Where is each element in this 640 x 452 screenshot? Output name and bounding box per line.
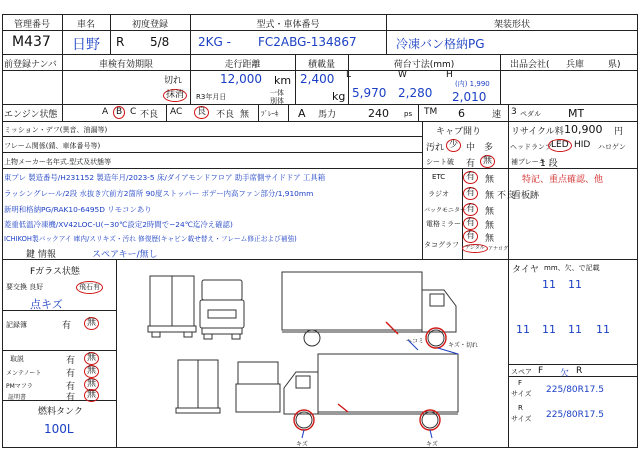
upper-body-label: 上物メーカー名年式.型式及状態等 (4, 158, 112, 166)
radio-no: 無 (485, 191, 495, 201)
glass-chip: 飛石有 (76, 281, 103, 294)
tire-rear: 11 (568, 323, 582, 336)
mirror-yes: 有 (463, 217, 478, 230)
capacity-label: 積載量 (307, 60, 335, 70)
headlamp-led: LED (548, 139, 572, 152)
mgmt-no-label: 管理番号 (13, 20, 50, 30)
dirt-many: 多 (484, 143, 494, 153)
mirror-no: 無 (485, 221, 495, 231)
back-monitor-yes: 有 (463, 203, 478, 216)
r-size-label: サイズ (511, 415, 532, 423)
key-info-label: 鍵 情報 (26, 250, 56, 260)
glass-options: 要交換 良好 (6, 283, 44, 291)
tm-label: TM (424, 107, 438, 117)
cert-yes: 有 (66, 393, 76, 403)
tacho-yes: 有 (463, 230, 478, 243)
ac-bad: 不良 (216, 110, 235, 120)
pedal-unit: ペダル (520, 110, 541, 118)
maint-no: 無 (84, 365, 99, 378)
manual-no: 無 (84, 352, 99, 365)
maint-yes: 有 (66, 369, 76, 379)
recycle-unit: 円 (614, 127, 624, 137)
muffler-yes: 有 (66, 382, 76, 392)
muffler-label: PMマフラ (6, 383, 33, 390)
chassis-number: FC2ABG-134867 (258, 35, 357, 49)
dim-h-value: 2,010 (452, 90, 487, 104)
brake-label: ﾌﾞﾚｰｷ (261, 110, 279, 118)
spare-label: スペア (511, 368, 532, 376)
note-line: ラッシングレール/2段 水抜き穴前方2箇所 90度ストッパー ボデー内高ファン部分/1,910mm (4, 189, 314, 198)
dent-label: ヘコミ (406, 338, 425, 345)
model-prefix: 2KG - (198, 35, 231, 49)
tacho-analog: アナログ (488, 246, 509, 252)
cancel-date: R3年月日 (196, 93, 227, 101)
spare-r: R (576, 366, 583, 376)
radio-yes: 有 (463, 187, 478, 200)
f-size-axle: F (518, 379, 523, 387)
recycle-amount: 10,900 (564, 123, 603, 136)
note-line: ICHIKOH製バックアイ 庫内/スリキズ・汚れ 修復歴(キャビン載せ替え・フレーム修正および補強) (4, 235, 297, 243)
dirt-label: 汚れ (426, 143, 445, 153)
tire-rear: 11 (596, 323, 610, 336)
record-label: 記録簿 (6, 321, 27, 329)
etc-label: ETC (432, 173, 446, 181)
engine-fault: 不良 (140, 110, 159, 120)
scratch-label-front: キズ (296, 441, 308, 448)
manual-label: 取説 (10, 355, 24, 363)
mirror-label: 電格ミラー (426, 220, 461, 228)
tacho-no: 無 (485, 234, 495, 244)
body-label: 架装形状 (493, 20, 530, 30)
headlamp-halogen: ハロゲン (598, 143, 626, 151)
record-no: 無 (84, 317, 99, 330)
radio-bad: 不良 (497, 191, 516, 201)
tire-rear: 11 (516, 323, 530, 336)
etc-yes: 有 (463, 171, 478, 184)
pedal-count: 3 (511, 107, 517, 117)
dim-w-value: 2,280 (398, 86, 433, 100)
body-type: 冷凍バン格納PG (396, 37, 485, 51)
exhibitor-label: 出品会社( (510, 60, 550, 70)
dirt-mid: 中 (466, 143, 476, 153)
mileage-unit: km (274, 74, 292, 87)
hp-unit: ps (404, 110, 413, 118)
ac-good: 良 (194, 106, 209, 119)
dim-h-inner: (内) 1,990 (455, 80, 490, 88)
tacho-digital: デジタル (462, 244, 488, 253)
spare-missing: 欠 (560, 369, 570, 379)
record-yes: 有 (62, 321, 72, 331)
mileage-value: 12,000 (220, 72, 262, 86)
hp-value: 240 (368, 107, 389, 120)
mgmt-no: M437 (12, 34, 51, 50)
frame-label: フレーム関係(錆、車体番号等) (4, 142, 101, 150)
expired-label: 切れ (164, 76, 183, 86)
engine-grade-b: B (113, 106, 125, 119)
fuel-label: 燃料タンク (38, 407, 83, 417)
scratch-cut-label: キズ・切れ (448, 342, 478, 349)
mission-label: ミッション・デフ(異音、油漏等) (4, 126, 108, 134)
tire-rear: 11 (542, 323, 556, 336)
tire-front-right: 11 (568, 278, 582, 291)
inspection-label: 車検有効期限 (98, 60, 153, 70)
scratch-label-rear: キズ (426, 441, 438, 448)
cert-no: 無 (84, 389, 99, 402)
maker-value: 日野 (72, 37, 100, 53)
hp-label: 馬力 (318, 110, 337, 120)
dim-h-label: H (446, 70, 453, 80)
truck-diagram (118, 262, 506, 446)
maint-label: メンテノート (6, 370, 42, 377)
tire-title: タイヤ (512, 265, 539, 275)
cancel-mark: 抹消 (163, 89, 187, 102)
dim-l-label: L (346, 70, 352, 80)
engine-label: エンジン状態 (4, 110, 58, 120)
fuel-value: 100L (44, 422, 74, 436)
body-sep-1: 一体 (270, 89, 284, 97)
maker-label: 車名 (76, 20, 95, 30)
f-size-label: サイズ (511, 390, 532, 398)
glass-note: 点キズ (30, 298, 63, 311)
model-label: 型式・車体番号 (256, 20, 320, 30)
radio-label: ラジオ (428, 190, 449, 198)
ac-none: 無 (240, 110, 250, 120)
seat-label: シート破 (426, 158, 454, 166)
manual-yes: 有 (66, 356, 76, 366)
first-reg-label: 初度登録 (131, 20, 168, 30)
seat-no: 無 (480, 155, 495, 168)
aux-brake-label: 補ブレーキ (511, 158, 546, 166)
brake-grade: A (298, 107, 306, 120)
spare-key-value: スペアキー/無し (92, 250, 158, 260)
cab-tilt-label: キャブ開り (436, 127, 482, 137)
f-size-value: 225/80R17.5 (546, 385, 604, 395)
ac-label: AC (170, 107, 183, 117)
seat-yes: 有 (466, 159, 476, 169)
headlamp-label: ヘッドランプ (510, 143, 552, 151)
tacho-label: タコグラフ (424, 241, 459, 249)
exhibitor-pref: 兵庫 (566, 60, 585, 70)
back-monitor-label: バックモニター (424, 207, 467, 214)
engine-grade-a: A (102, 107, 109, 117)
note-line: 東プレ 製造番号/H231152 製造年月/2023-5 床/ダイアモンドフロア 助手席側サイドドア 工具箱 (4, 173, 326, 182)
capacity-value: 2,400 (300, 72, 335, 86)
r-size-value: 225/80R17.5 (546, 410, 604, 420)
mileage-label: 走行距離 (224, 60, 261, 70)
glass-label: Fガラス状態 (30, 267, 80, 277)
note-line: 菱重低温冷凍機/XV42LOC-U(−30℃設定2時間で−24℃迄冷え確認) (4, 220, 233, 229)
signboard-mark-note: 看板跡 (512, 191, 540, 201)
dim-w-label: W (398, 70, 407, 80)
era-value: R (116, 35, 125, 49)
r-size-axle: R (518, 404, 523, 412)
engine-grade-c: C (130, 107, 137, 117)
prev-plate-label: 前登録ナンバ (4, 60, 57, 70)
aux-brake-value: 1 段 (540, 159, 558, 169)
transmission: MT (568, 107, 585, 120)
dims-label: 荷台寸法(mm) (393, 60, 455, 70)
muffler-no: 無 (84, 378, 99, 391)
exhibitor-suffix: 県) (608, 60, 621, 70)
note-line: 新明和格納PG/RAK10-6495D リモコンあり (4, 205, 152, 214)
gear-count: 6 (458, 107, 465, 120)
headlamp-hid: HID (574, 140, 591, 150)
notes-title: 特記、重点確認、他 (522, 175, 604, 185)
cert-label: 証明書 (8, 394, 27, 401)
body-sep-2: 別体 (270, 97, 284, 105)
first-reg-value: 5/8 (150, 35, 170, 49)
recycle-label: リサイクル料 (511, 127, 564, 137)
tire-front-left: 11 (542, 278, 556, 291)
etc-no: 無 (485, 175, 495, 185)
spare-f: F (538, 366, 544, 376)
back-monitor-no: 無 (485, 207, 495, 217)
gear-unit: 速 (492, 110, 502, 120)
tire-unit-note: mm、欠、で記載 (544, 264, 600, 272)
dim-l-value: 5,970 (352, 86, 387, 100)
dirt-small: 少 (446, 139, 461, 152)
capacity-unit: kg (332, 90, 346, 103)
